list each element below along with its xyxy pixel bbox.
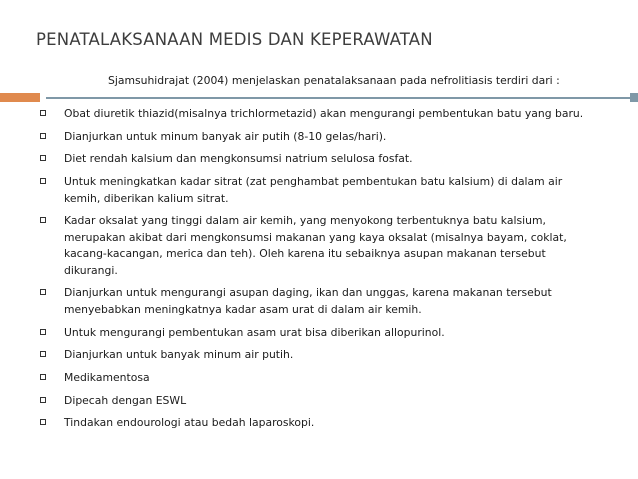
- bullet-text: Dianjurkan untuk minum banyak air putih (8-10 gelas/hari).: [64, 129, 387, 143]
- bullet-item: [40, 347, 600, 364]
- intro-text: Sjamsuhidrajat (2004) menjelaskan penatalaksanaan pada nefrolitiasis terdiri dari :: [108, 74, 560, 87]
- title-rule-tick: [630, 93, 638, 102]
- square-bullet-icon: [40, 133, 46, 139]
- bullet-item: [40, 370, 600, 387]
- bullet-item: [40, 213, 600, 279]
- bullet-text: Untuk mengurangi pembentukan asam urat bisa diberikan allopurinol.: [64, 325, 445, 339]
- square-bullet-icon: [40, 178, 46, 184]
- square-bullet-icon: [40, 374, 46, 380]
- slide-title: PENATALAKSANAAN MEDIS DAN KEPERAWATAN: [36, 30, 433, 49]
- square-bullet-icon: [40, 397, 46, 403]
- square-bullet-icon: [40, 110, 46, 116]
- bullet-text: Medikamentosa: [64, 371, 150, 384]
- bullet-text: Dianjurkan untuk mengurangi asupan daging, ikan dan unggas, karena makanan tersebut menyebabkan meningkatnya kadar asam urat di dalam air kemih.: [64, 286, 552, 316]
- bullet-text: Dianjurkan untuk banyak minum air putih.: [64, 348, 294, 362]
- bullet-item: [40, 129, 600, 146]
- square-bullet-icon: [40, 329, 46, 335]
- bullet-item: [40, 174, 600, 207]
- title-rule-accent: [0, 93, 40, 102]
- bullet-text: Dipecah dengan ESWL: [64, 393, 187, 407]
- bullet-text: Kadar oksalat yang tinggi dalam air kemih, yang menyokong terbentuknya batu kalsium, merupakan akibat dari mengkonsumsi makanan yang kaya oksalat (misalnya bayam, coklat, kacang-kacangan, merica dan teh). Oleh karena itu sebaiknya asupan makanan tersebut dikurangi.: [64, 214, 567, 277]
- bullet-item: [40, 393, 600, 410]
- bullet-item: [40, 106, 600, 123]
- bullet-item: [40, 285, 600, 318]
- bullet-item: [40, 415, 600, 432]
- square-bullet-icon: [40, 419, 46, 425]
- bullet-item: [40, 325, 600, 342]
- square-bullet-icon: [40, 289, 46, 295]
- bullet-text: Untuk meningkatkan kadar sitrat (zat penghambat pembentukan batu kalsium) di dalam air kemih, diberikan kalium sitrat.: [64, 175, 563, 205]
- bullet-text: Diet rendah kalsium dan mengkonsumsi natrium selulosa fosfat.: [64, 152, 413, 166]
- square-bullet-icon: [40, 351, 46, 357]
- square-bullet-icon: [40, 155, 46, 161]
- bullet-text: Obat diuretik thiazid(misalnya trichlormetazid) akan mengurangi pembentukan batu yang baru.: [64, 107, 584, 120]
- title-rule-line: [46, 97, 638, 99]
- bullet-item: [40, 151, 600, 168]
- bullet-text: Tindakan endourologi atau bedah laparoskopi.: [64, 416, 315, 430]
- square-bullet-icon: [40, 217, 46, 223]
- bullet-list: [40, 106, 600, 438]
